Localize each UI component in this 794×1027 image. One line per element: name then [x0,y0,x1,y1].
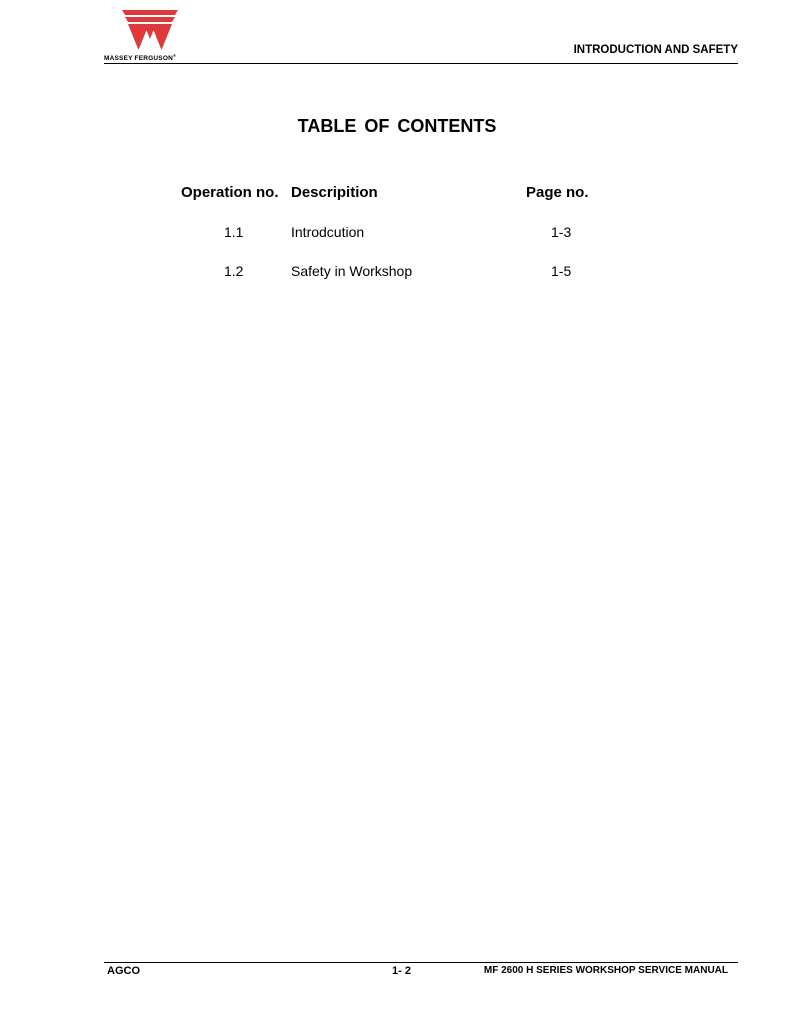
footer-company: AGCO [107,965,140,977]
brand-name [104,53,198,62]
toc-row-introduction[interactable] [0,224,794,244]
page-title: TABLE OF CONTENTS [297,116,497,136]
toc-operation-number: 1.1 [224,224,244,240]
footer-page-number: 1- 2 [392,965,411,977]
column-header-operation: Operation no. [181,184,279,201]
section-title: INTRODUCTION AND SAFETY [573,44,738,56]
header-divider [104,63,738,64]
column-header-page: Page no. [526,184,589,201]
footer-divider [104,962,738,963]
footer-manual-title: MF 2600 H SERIES WORKSHOP SERVICE MANUAL [483,965,728,976]
toc-page-number: 1-5 [551,263,572,279]
toc-page-number: 1-3 [551,224,572,240]
massey-ferguson-triple-triangle-icon [122,8,178,52]
column-header-description: Descripition [291,184,378,201]
brand-name-text: MASSEY FERGUSON [104,55,173,63]
toc-row-safety[interactable] [0,263,794,283]
toc-operation-number: 1.2 [224,263,244,279]
toc-description: Safety in Workshop [291,263,413,279]
toc-description: Introdcution [291,224,365,240]
brand-logo [104,8,198,64]
brand-registered-mark: ® [172,53,177,58]
